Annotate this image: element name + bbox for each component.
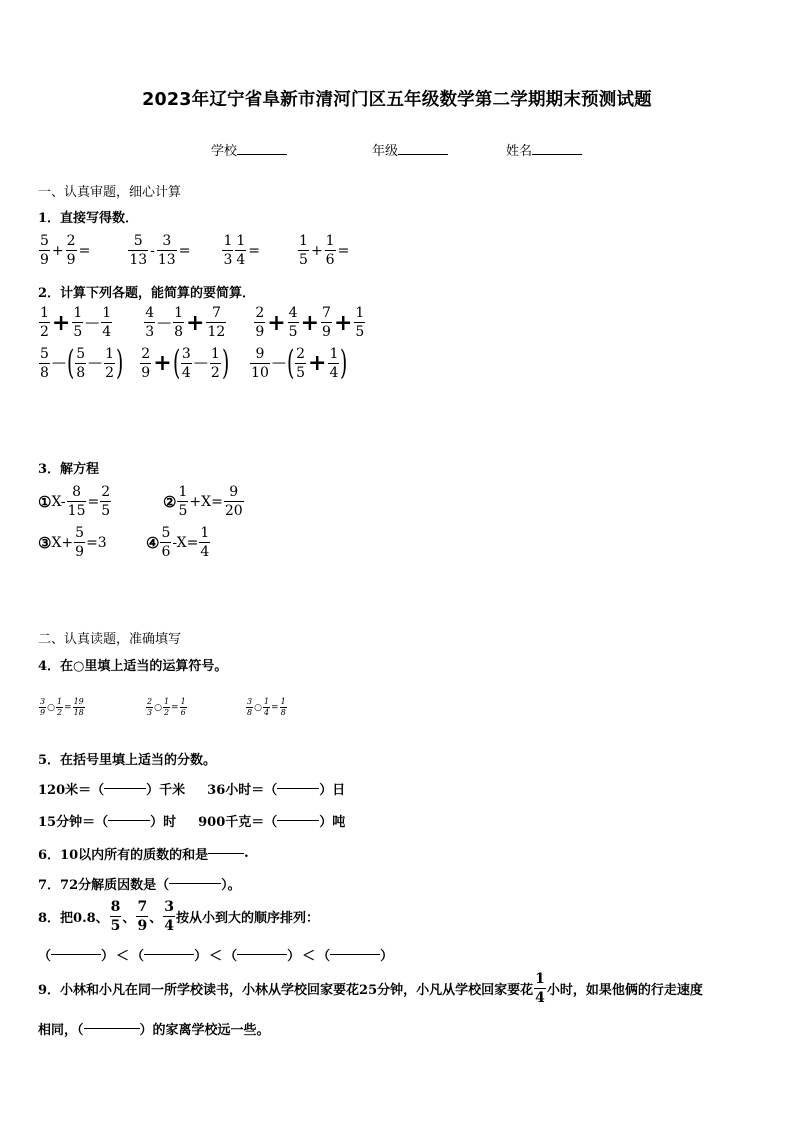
q5-line-2: 15分钟＝（ ）时 900千克＝（ ）吨 [38, 815, 346, 830]
q8-answer-line [38, 945, 393, 964]
math-text: 、 [122, 911, 136, 926]
math-text: =3 [86, 534, 107, 551]
fraction: $\frac{1}{8}$ [174, 305, 184, 340]
q8-blank-2[interactable] [144, 954, 194, 955]
q2-row1 [38, 306, 366, 339]
fraction: $\frac{1}{4}$ [329, 345, 339, 381]
fraction: $\frac{1}{5}$ [73, 305, 83, 340]
fraction: $\frac{3}{4}$ [181, 345, 191, 381]
math-text: ） [194, 949, 208, 964]
fraction: $\frac{1}{2}$ [163, 697, 170, 717]
math-text: = [171, 702, 179, 713]
math-text: — [271, 355, 286, 371]
name-field[interactable]: 姓名 [506, 140, 582, 159]
fraction: $\frac{1}{4}$ [200, 525, 210, 560]
math-text: ) [221, 343, 230, 383]
math-text: ) [340, 343, 348, 383]
fraction: $\frac{4}{3}$ [145, 305, 155, 340]
math-text: 、 [149, 911, 163, 926]
math-text: + [153, 350, 172, 376]
math-text: ） [287, 949, 301, 964]
math-text: ( [66, 343, 75, 383]
math-text: X+ [51, 534, 74, 551]
fraction: $\frac{5}{8}$ [76, 345, 86, 381]
fraction: $\frac{19}{18}$ [73, 697, 84, 717]
section-2-heading: 二、认真读题，准确填写 [38, 632, 182, 647]
fraction: $\frac{1}{2}$ [40, 305, 49, 340]
math-text: +X= [189, 493, 223, 510]
q9-blank[interactable] [84, 1028, 140, 1029]
q3-equation-1 [38, 485, 112, 518]
fraction: $\frac{1}{4}$ [535, 971, 545, 1006]
fraction: $\frac{9}{10}$ [251, 345, 269, 381]
fraction: $\frac{4}{5}$ [288, 305, 298, 340]
q6: 6．10以内所有的质数的和是 . [38, 846, 249, 863]
math-text: = [64, 702, 72, 713]
fraction: $\frac{1}{4}$ [102, 305, 112, 340]
math-text: = [87, 493, 100, 510]
fraction: $\frac{5}{9}$ [40, 233, 49, 268]
q3-equation-3 [38, 526, 107, 559]
q5-blank-3[interactable] [108, 820, 150, 821]
math-text: ) [116, 343, 124, 383]
fraction: $\frac{1}{6}$ [325, 233, 335, 268]
q4-item-3 [245, 698, 288, 717]
q9-line-2: 相同，（ ）的家离学校远一些。 [38, 1023, 270, 1038]
fraction: $\frac{5}{9}$ [75, 525, 85, 560]
q6-blank[interactable] [208, 853, 244, 854]
math-text: = [248, 242, 261, 259]
fraction: $\frac{3}{13}$ [157, 233, 176, 268]
operator-circle[interactable]: ○ [154, 702, 162, 713]
fraction: $\frac{1}{8}$ [280, 697, 286, 717]
fraction: $\frac{9}{20}$ [224, 484, 243, 519]
math-text: -X= [172, 534, 199, 551]
page-title: 2023年辽宁省阜新市清河门区五年级数学第二学期期末预测试题 [142, 90, 652, 110]
q4-label: 4．在○里填上适当的运算符号。 [38, 659, 228, 674]
school-field[interactable]: 学校 [211, 140, 287, 159]
fraction: $\frac{1}{2}$ [210, 345, 220, 381]
math-text: X- [51, 493, 66, 510]
fraction: $\frac{2}{5}$ [101, 484, 111, 519]
q2-row2 [38, 343, 348, 383]
fraction: $\frac{1}{4}$ [263, 697, 270, 717]
q5-line-1: 120米＝（ ）千米 36小时＝（ ）日 [38, 783, 346, 798]
math-text: ） [380, 949, 394, 964]
q4-item-2 [145, 698, 188, 717]
math-text: ④ [146, 533, 160, 552]
fraction: $\frac{5}{8}$ [40, 345, 49, 381]
math-text: — [193, 355, 208, 371]
math-text: + [186, 309, 205, 336]
q8-blank-3[interactable] [237, 954, 287, 955]
math-text: ） [101, 949, 115, 964]
fraction: $\frac{2}{9}$ [255, 305, 265, 340]
fraction: $\frac{1}{2}$ [56, 697, 63, 717]
math-text: ③ [38, 533, 52, 552]
fraction: $\frac{8}{5}$ [110, 899, 121, 934]
q3-equation-4 [146, 526, 211, 559]
fraction: $\frac{3}{4}$ [164, 899, 174, 934]
fraction: $\frac{2}{9}$ [141, 345, 151, 381]
fraction: $\frac{7}{9}$ [137, 899, 148, 934]
q5-blank-1[interactable] [104, 788, 146, 789]
math-text: 小时，如果他俩的行走速度 [546, 983, 703, 998]
fraction: $\frac{1}{6}$ [180, 697, 186, 717]
fraction: $\frac{5}{13}$ [129, 233, 148, 268]
fraction: $\frac{1}{5}$ [178, 484, 188, 519]
q4-item-1 [38, 698, 86, 717]
fraction: $\frac{2}{5}$ [296, 345, 306, 381]
fraction: $\frac{2}{3}$ [147, 697, 153, 717]
operator-circle[interactable]: ○ [254, 702, 262, 713]
math-text: 8．把0.8、 [38, 911, 109, 926]
q5-label: 5．在括号里填上适当的分数。 [38, 753, 217, 768]
q5-blank-4[interactable] [277, 820, 319, 821]
math-text: ( [286, 343, 295, 383]
math-text: + [267, 309, 286, 336]
math-text: — [157, 314, 172, 331]
math-text: 9．小林和小凡在同一所学校读书，小林从学校回家要花25分钟，小凡从学校回家要花 [38, 983, 534, 998]
q8-blank-4[interactable] [330, 954, 380, 955]
q5-blank-2[interactable] [277, 788, 319, 789]
section-1-heading: 一、认真审题，细心计算 [38, 185, 182, 200]
q1-label: 1．直接写得数． [38, 211, 139, 226]
fraction: $\frac{5}{6}$ [161, 525, 171, 560]
fraction: $\frac{3}{9}$ [40, 697, 46, 717]
math-text: ＜ [209, 949, 223, 964]
math-text: （ [38, 949, 52, 964]
math-text: ( [172, 343, 180, 383]
math-text: + [308, 350, 327, 376]
q7-blank[interactable] [169, 883, 221, 884]
q3-equation-2 [163, 485, 245, 518]
math-text: — [88, 355, 103, 371]
math-text: — [51, 355, 66, 371]
q3-label: 3．解方程 [38, 462, 100, 477]
math-text: + [333, 309, 353, 336]
math-text: = [271, 702, 279, 713]
fraction: $\frac{3}{8}$ [247, 697, 253, 717]
math-text: — [85, 314, 100, 331]
q1-expressions [38, 234, 350, 267]
math-text: （ [224, 949, 238, 964]
fraction: $\frac{7}{12}$ [207, 305, 226, 340]
math-text: + [300, 309, 320, 336]
math-text: ① [38, 492, 52, 511]
grade-field[interactable]: 年级 [372, 140, 448, 159]
math-text: ＜ [302, 949, 316, 964]
fraction: $\frac{1}{5}$ [355, 305, 365, 340]
q8 [38, 900, 319, 933]
fraction: $\frac{1}{3}$ [223, 233, 233, 268]
math-text: = [178, 242, 191, 259]
math-text: = [78, 242, 91, 259]
math-text: = [337, 242, 350, 259]
math-text: ＜ [116, 949, 130, 964]
math-text: （ [317, 949, 331, 964]
fraction: $\frac{7}{9}$ [322, 305, 331, 340]
fraction: $\frac{1}{5}$ [299, 233, 308, 268]
fraction: $\frac{1}{4}$ [236, 233, 246, 268]
q7: 7．72分解质因数是（ ）。 [38, 878, 241, 893]
math-text: - [150, 242, 155, 259]
fraction: $\frac{8}{15}$ [67, 484, 86, 519]
math-text: ② [163, 492, 177, 511]
q9 [38, 972, 703, 1005]
math-text: （ [131, 949, 145, 964]
q2-label: 2．计算下列各题，能简算的要简算． [38, 286, 256, 301]
math-text: 按从小到大的顺序排列： [175, 911, 319, 926]
fraction: $\frac{1}{2}$ [105, 345, 115, 381]
q8-blank-1[interactable] [51, 954, 101, 955]
operator-circle[interactable]: ○ [47, 702, 55, 713]
math-text: + [51, 242, 64, 259]
fraction: $\frac{2}{9}$ [66, 233, 76, 268]
math-text: + [51, 309, 71, 336]
math-text: + [310, 242, 323, 259]
